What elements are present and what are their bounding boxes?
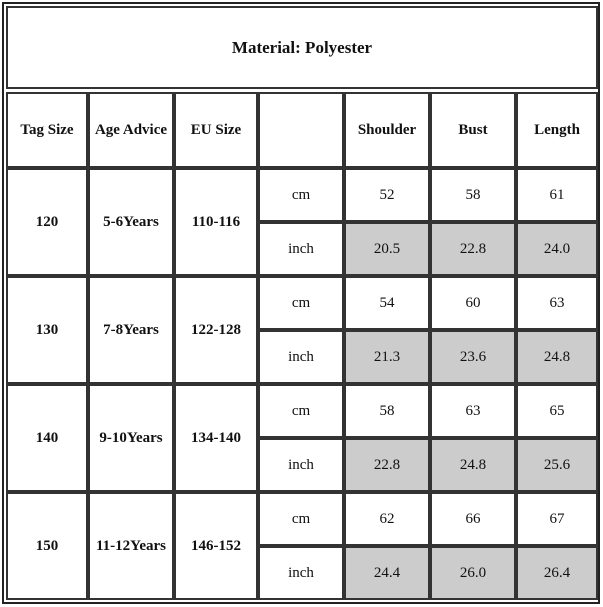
shoulder-cell: 62 (344, 492, 430, 546)
header-shoulder: Shoulder (344, 92, 430, 168)
shoulder-cell: 58 (344, 384, 430, 438)
age-advice-cell: 11-12Years (88, 492, 174, 600)
length-cell: 67 (516, 492, 598, 546)
length-cell: 24.8 (516, 330, 598, 384)
table-row (6, 168, 598, 222)
shoulder-cell: 20.5 (344, 222, 430, 276)
size-table (6, 92, 598, 600)
unit-cell: cm (258, 276, 344, 330)
length-cell: 25.6 (516, 438, 598, 492)
bust-cell: 26.0 (430, 546, 516, 600)
shoulder-cell: 54 (344, 276, 430, 330)
tag-size-cell: 150 (6, 492, 88, 600)
age-advice-cell: 5-6Years (88, 168, 174, 276)
header-tag-size: Tag Size (6, 92, 88, 168)
header-length: Length (516, 92, 598, 168)
shoulder-cell: 52 (344, 168, 430, 222)
table-row (6, 492, 598, 546)
eu-size-cell: 122-128 (174, 276, 258, 384)
header-bust: Bust (430, 92, 516, 168)
length-cell: 61 (516, 168, 598, 222)
tag-size-cell: 140 (6, 384, 88, 492)
unit-cell: inch (258, 546, 344, 600)
bust-cell: 23.6 (430, 330, 516, 384)
table-row (6, 384, 598, 438)
eu-size-cell: 146-152 (174, 492, 258, 600)
unit-cell: inch (258, 438, 344, 492)
length-cell: 63 (516, 276, 598, 330)
eu-size-cell: 134-140 (174, 384, 258, 492)
length-cell: 65 (516, 384, 598, 438)
bust-cell: 63 (430, 384, 516, 438)
unit-cell: cm (258, 384, 344, 438)
header-eu-size: EU Size (174, 92, 258, 168)
shoulder-cell: 24.4 (344, 546, 430, 600)
length-cell: 26.4 (516, 546, 598, 600)
bust-cell: 22.8 (430, 222, 516, 276)
tag-size-cell: 130 (6, 276, 88, 384)
tag-size-cell: 120 (6, 168, 88, 276)
title-box (6, 6, 598, 89)
header-row (6, 92, 598, 168)
unit-cell: inch (258, 330, 344, 384)
bust-cell: 60 (430, 276, 516, 330)
header-unit (258, 92, 344, 168)
bust-cell: 58 (430, 168, 516, 222)
shoulder-cell: 21.3 (344, 330, 430, 384)
bust-cell: 24.8 (430, 438, 516, 492)
material-title: Material: Polyester (231, 37, 373, 57)
unit-cell: inch (258, 222, 344, 276)
table-row (6, 276, 598, 330)
unit-cell: cm (258, 168, 344, 222)
length-cell: 24.0 (516, 222, 598, 276)
eu-size-cell: 110-116 (174, 168, 258, 276)
age-advice-cell: 7-8Years (88, 276, 174, 384)
shoulder-cell: 22.8 (344, 438, 430, 492)
age-advice-cell: 9-10Years (88, 384, 174, 492)
unit-cell: cm (258, 492, 344, 546)
header-age-advice: Age Advice (88, 92, 174, 168)
bust-cell: 66 (430, 492, 516, 546)
